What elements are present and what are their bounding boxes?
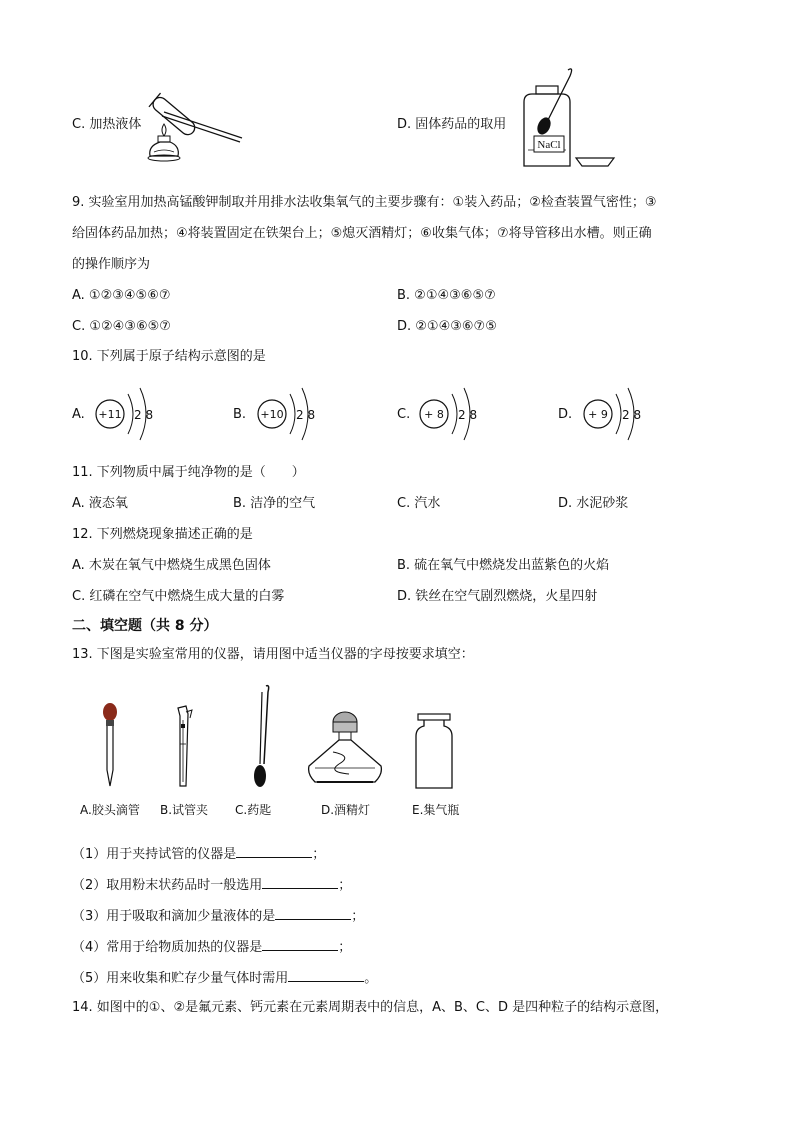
answer-blank[interactable]	[236, 846, 312, 858]
q13-item-5	[72, 970, 377, 985]
q9-stem-line1: 9. 实验室用加热高锰酸钾制取并用排水法收集氧气的主要步骤有：①装入药品；②检查装置气密性；③	[72, 195, 657, 210]
q13-item-1-end: ；	[312, 847, 326, 862]
solid-reagent-illustration	[518, 66, 618, 170]
answer-blank[interactable]	[288, 970, 364, 982]
q10-option-d-letter: D.	[558, 407, 573, 422]
dropper-icon	[98, 700, 122, 790]
q12-option-a: A. 木炭在氧气中燃烧生成黑色固体	[72, 558, 271, 573]
q9-option-b: B. ②①④③⑥⑤⑦	[397, 288, 496, 303]
spatula-icon	[246, 684, 276, 790]
q13-item-5-end: 。	[364, 971, 378, 986]
q13-item-3-text: （3）用于吸取和滴加少量液体的是	[72, 909, 276, 924]
atom-diagram-a	[94, 384, 164, 444]
instrument-label-c: C.药匙	[235, 803, 272, 817]
instrument-label-e: E.集气瓶	[412, 803, 460, 817]
q13-item-2-end: ；	[338, 878, 352, 893]
q13-item-1	[72, 846, 325, 861]
atom-diagram-d	[582, 384, 652, 444]
q9-option-d: D. ②①④③⑥⑦⑤	[397, 319, 497, 334]
q13-item-3-end: ；	[351, 909, 365, 924]
nucleus-charge: +10	[260, 408, 284, 421]
instrument-label-b: B.试管夹	[160, 803, 209, 817]
q12-option-c: C. 红磷在空气中燃烧生成大量的白雾	[72, 589, 285, 604]
nucleus-charge: + 9	[588, 408, 608, 421]
q13-item-4	[72, 939, 351, 954]
nucleus-charge: +11	[98, 408, 122, 421]
q8-option-c-label: C. 加热液体	[72, 117, 142, 132]
q13-item-3	[72, 908, 364, 923]
q11-option-b: B. 洁净的空气	[233, 496, 316, 511]
q13-item-5-text: （5）用来收集和贮存少量气体时需用	[72, 971, 289, 986]
q8-option-d-label: D. 固体药品的取用	[397, 117, 507, 132]
q13-item-1-text: （1）用于夹持试管的仪器是	[72, 847, 237, 862]
nacl-label: NaCl	[537, 139, 561, 151]
q9-option-a: A. ①②③④⑤⑥⑦	[72, 288, 171, 303]
instrument-label-d: D.酒精灯	[321, 803, 371, 817]
q12-stem: 12. 下列燃烧现象描述正确的是	[72, 527, 253, 542]
alcohol-lamp-icon	[303, 708, 387, 790]
answer-blank[interactable]	[275, 908, 351, 920]
q13-item-4-text: （4）常用于给物质加热的仪器是	[72, 940, 263, 955]
q9-option-c: C. ①②④③⑥⑤⑦	[72, 319, 171, 334]
q11-option-c: C. 汽水	[397, 496, 441, 511]
instrument-label-a: A.胶头滴管	[80, 803, 140, 817]
heating-liquid-illustration	[144, 78, 244, 170]
answer-blank[interactable]	[262, 877, 338, 889]
q9-stem-line3: 的操作顺序为	[72, 257, 151, 272]
answer-blank[interactable]	[262, 939, 338, 951]
q13-item-2-text: （2）取用粉末状药品时一般选用	[72, 878, 263, 893]
electron-shells: 2 8	[134, 408, 154, 422]
q12-option-b: B. 硫在氧气中燃烧发出蓝紫色的火焰	[397, 558, 610, 573]
nucleus-charge: + 8	[424, 408, 444, 421]
q10-option-b-letter: B.	[233, 407, 247, 422]
q9-stem-line2: 给固体药品加热；④将装置固定在铁架台上；⑤熄灭酒精灯；⑥收集气体；⑦将导管移出水槽。则正确	[72, 226, 652, 241]
q11-option-d: D. 水泥砂浆	[558, 496, 629, 511]
test-tube-clamp-icon	[172, 704, 196, 790]
q11-stem: 11. 下列物质中属于纯净物的是（ ）	[72, 465, 305, 480]
q13-item-2	[72, 877, 351, 892]
q10-stem: 10. 下列属于原子结构示意图的是	[72, 349, 266, 364]
electron-shells: 2 8	[622, 408, 642, 422]
q13-stem: 13. 下图是实验室常用的仪器，请用图中适当仪器的字母按要求填空：	[72, 647, 474, 662]
q10-option-a-letter: A.	[72, 407, 85, 422]
section-title: 二、填空题（共 8 分）	[72, 618, 218, 634]
q12-option-d: D. 铁丝在空气剧烈燃烧，火星四射	[397, 589, 598, 604]
q11-option-a: A. 液态氧	[72, 496, 128, 511]
electron-shells: 2 8	[296, 408, 316, 422]
q10-option-c-letter: C.	[397, 407, 411, 422]
atom-diagram-c	[418, 384, 488, 444]
q14-stem: 14. 如图中的①、②是氟元素、钙元素在元素周期表中的信息，A、B、C、D 是四种粒子的结构示意图，	[72, 1000, 669, 1015]
gas-jar-icon	[412, 712, 456, 790]
electron-shells: 2 8	[458, 408, 478, 422]
q13-item-4-end: ；	[338, 940, 352, 955]
atom-diagram-b	[256, 384, 326, 444]
